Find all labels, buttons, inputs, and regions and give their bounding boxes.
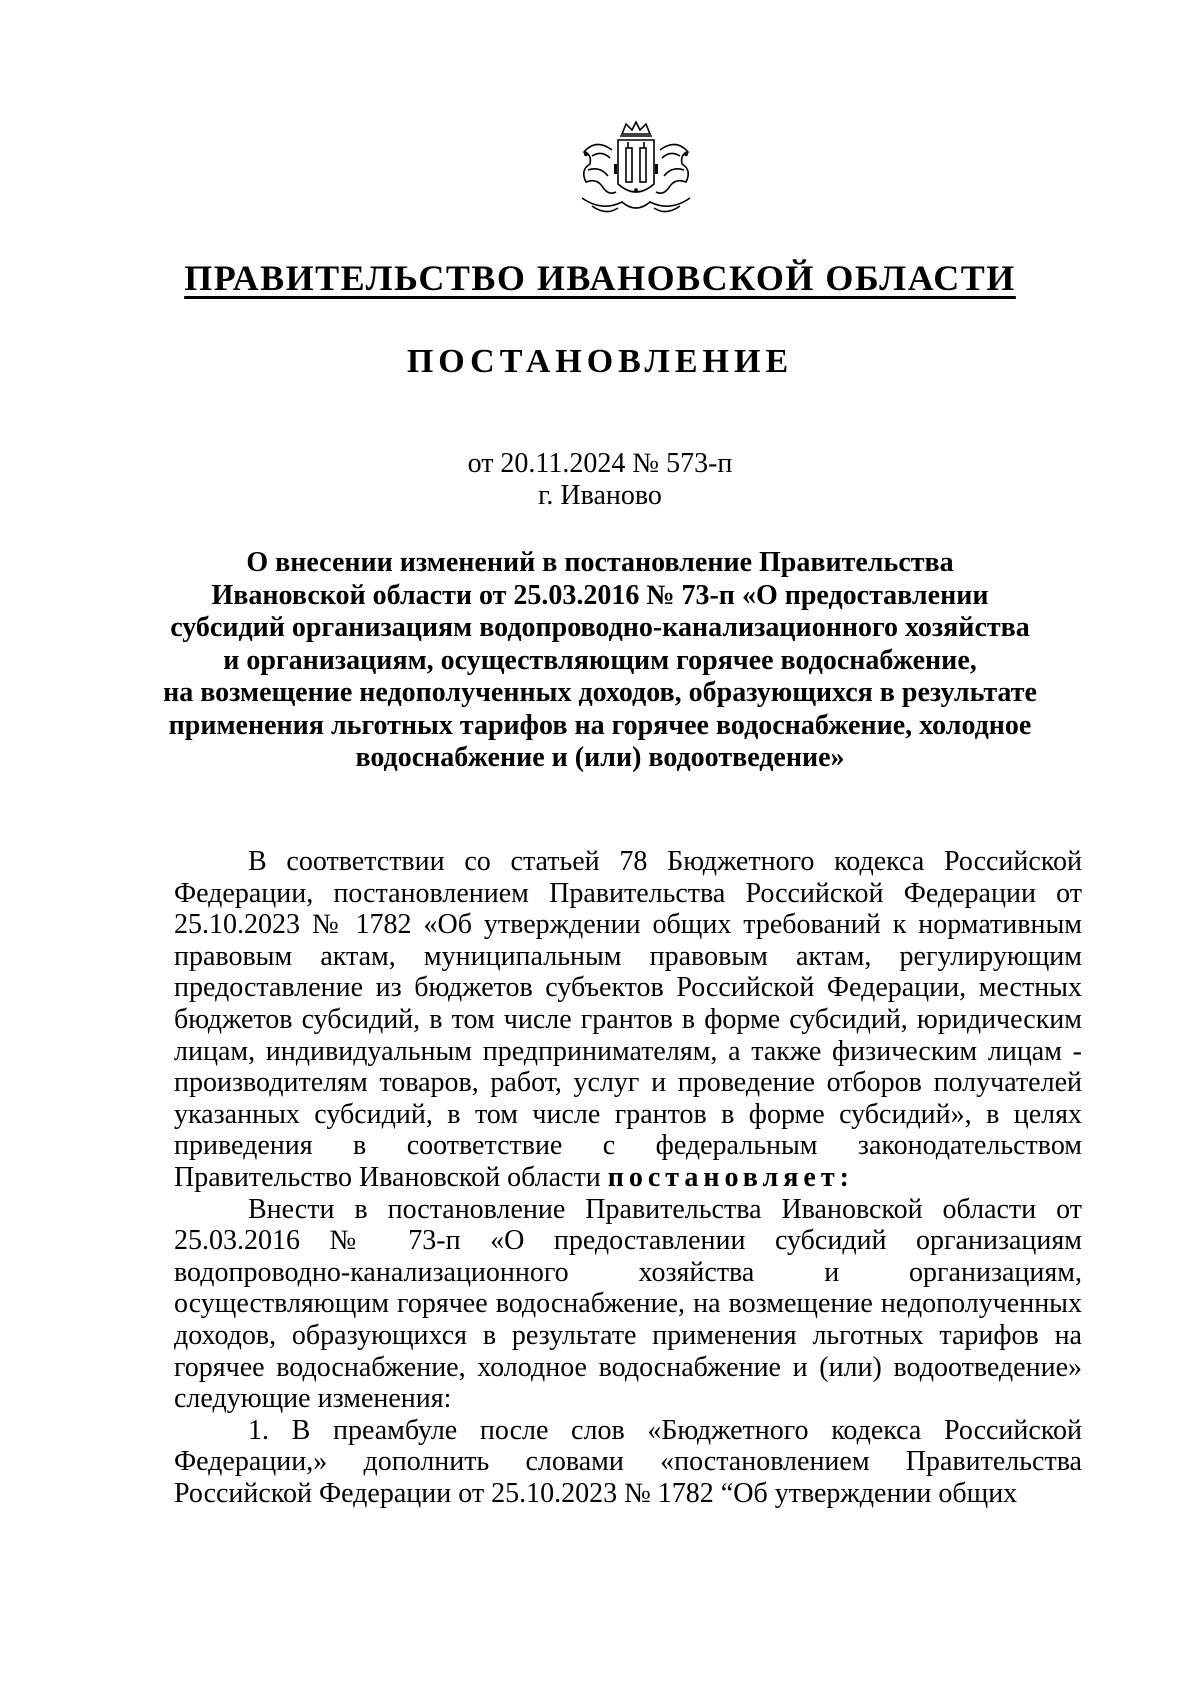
- body-paragraph-item-1: 1. В преамбуле после слов «Бюджетного кодекса Российской Федерации,» дополнить словами «постановлением Правительства Российской Федерации от 25.10.2023 № 1782 “Об утверждении общих: [174, 1414, 1082, 1509]
- heading-line: водоснабжение и (или) водоотведение»: [355, 742, 845, 773]
- doc-body: [174, 846, 1082, 1509]
- doc-type-title: ПОСТАНОВЛЕНИЕ: [406, 343, 794, 380]
- coat-of-arms-icon: [562, 120, 710, 220]
- heading-line: О внесении изменений в постановление Правительства: [246, 547, 954, 578]
- doc-city: г. Иваново: [538, 480, 662, 511]
- body-paragraph-preamble: [174, 846, 1082, 1194]
- heading-line: и организациям, осуществляющим горячее водоснабжение,: [223, 644, 977, 676]
- heading-line: на возмещение недополученных доходов, образующихся в результате: [163, 677, 1037, 708]
- body-paragraph-amendment: Внести в постановление Правительства Ивановской области от 25.03.2016 № 73-п «О предоставлении субсидий организациям водопроводно-канализационного хозяйства и организациям, осуществляющим горячее водоснабжение, на возмещение недополученных доходов, образующихся в результате применения льготных тарифов на горячее водоснабжение, холодное водоснабжение и (или) водоотведение» следующие изменения:: [174, 1193, 1082, 1415]
- doc-date-number: от 20.11.2024 № 573-п: [467, 448, 733, 479]
- doc-heading: [160, 547, 1040, 775]
- preamble-text: В соответствии со статьей 78 Бюджетного кодекса Российской Федерации, постановлением Правительства Российской Федерации от 25.10.2023 № 1782 «Об утверждении общих требований к нормативным правовым актам, муниципальным правовым актам, регулирующим предоставление из бюджетов субъектов Российской Федерации, местных бюджетов субсидий, в том числе грантов в форме субсидий, юридическим лицам, индивидуальным предпринимателям, а также физическим лицам - производителям товаров, работ, услуг и проведение отборов получателей указанных субсидий, в том числе грантов в форме субсидий», в целях приведения в соответствие с федеральным законодательством Правительство Ивановской области: [174, 846, 1082, 1193]
- heading-line: субсидий организациям водопроводно-канализационного хозяйства: [170, 612, 1030, 643]
- org-title: ПРАВИТЕЛЬСТВО ИВАНОВСКОЙ ОБЛАСТИ: [184, 258, 1016, 298]
- decree-word: постановляет:: [607, 1161, 854, 1193]
- heading-line: применения льготных тарифов на горячее водоснабжение, холодное: [168, 709, 1032, 741]
- heading-line: Ивановской области от 25.03.2016 № 73-п «О предоставлении: [211, 579, 989, 611]
